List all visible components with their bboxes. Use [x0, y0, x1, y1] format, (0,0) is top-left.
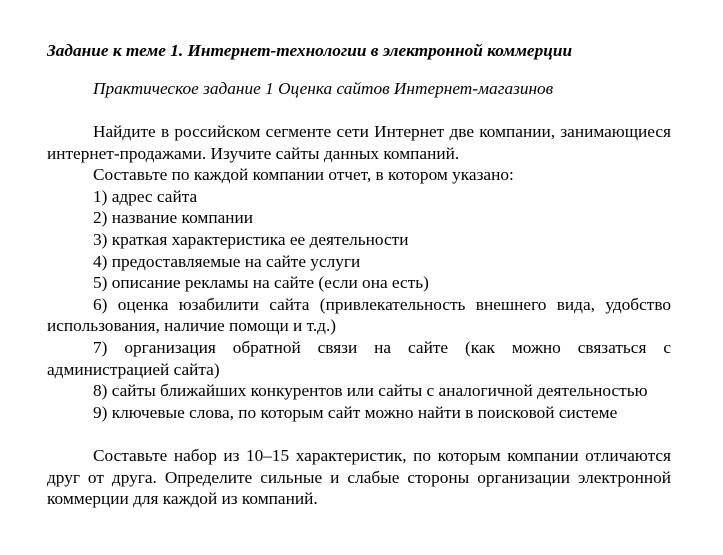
list-item: 1) адрес сайта: [93, 186, 198, 206]
intro-paragraph: Найдите в российском сегменте сети Интернет две компании, занимающиеся интернет-продажами. Изучите сайты данных компаний.: [47, 122, 671, 163]
list-item: 6) оценка юзабилити сайта (привлекательность внешнего вида, удобство использования, наличие помощи и т.д.): [47, 294, 671, 336]
closing-paragraph: Составьте набор из 10–15 характеристик, по которым компании отличаются друг от друга. Определите сильные и слабые стороны организации электронной коммерции для каждой из компаний.: [47, 445, 671, 509]
assignment-title: Практическое задание 1 Оценка сайтов Интернет-магазинов: [93, 79, 554, 98]
list-item: 2) название компании: [93, 208, 253, 228]
assignment-body: [47, 121, 671, 510]
list-item: 5) описание рекламы на сайте (если она есть): [93, 273, 429, 293]
report-instruction: Составьте по каждой компании отчет, в котором указано:: [93, 165, 514, 185]
list-item: 3) краткая характеристика ее деятельности: [93, 229, 409, 249]
list-item: 4) предоставляемые на сайте услуги: [93, 251, 361, 271]
topic-heading: Задание к теме 1. Интернет-технологии в электронной коммерции: [47, 41, 573, 60]
list-item: 8) сайты ближайших конкурентов или сайты с аналогичной деятельностью: [93, 381, 648, 401]
list-item: 7) организация обратной связи на сайте (как можно связаться с администрацией сайта): [47, 337, 671, 379]
list-item: 9) ключевые слова, по которым сайт можно найти в поисковой системе: [93, 402, 618, 422]
